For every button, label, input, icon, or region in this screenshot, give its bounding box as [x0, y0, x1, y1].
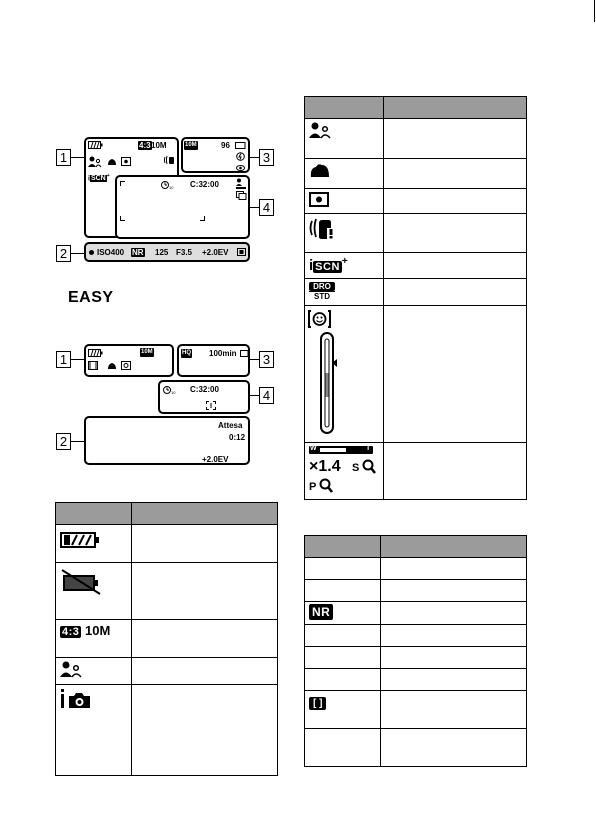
metering-spot-icon [309, 192, 329, 207]
image-size-badge: 10M [141, 349, 153, 355]
battery-empty-icon [60, 568, 106, 596]
svg-text:10: 10 [169, 185, 174, 190]
exposure-value: +2.0EV [202, 455, 229, 464]
self-timer-icon [162, 385, 174, 397]
exposure-value: +2.0EV [202, 248, 229, 257]
shutter-speed: 125 [155, 248, 169, 257]
flash-mode-icon [236, 152, 245, 163]
table-row [56, 563, 132, 620]
table-row [305, 159, 384, 189]
table-row [305, 189, 384, 214]
focus-icon [206, 401, 216, 412]
easy-mode-label: EASY [68, 289, 114, 306]
bottom-reference-table [304, 535, 527, 767]
status-label: Attesa [218, 421, 243, 430]
movie-quality-badge: HQ [182, 350, 191, 356]
self-timer-icon [160, 180, 172, 192]
face-detection-icon [309, 122, 331, 139]
table-row [305, 691, 381, 729]
table-row [305, 602, 381, 625]
table-row [56, 525, 132, 563]
smile-shutter-icon [309, 309, 369, 436]
face-detection-icon [60, 661, 82, 678]
callout-2: 2 [56, 433, 71, 450]
battery-full-icon [88, 349, 103, 359]
metering-icon [121, 361, 131, 372]
nr-icon: NR [309, 604, 333, 620]
battery-full-icon [60, 530, 102, 550]
aperture-value: F3.5 [176, 248, 193, 257]
table-row [56, 685, 132, 776]
recording-time: C:32:00 [190, 385, 219, 394]
right-reference-table [304, 96, 527, 500]
scene-recognition-icon: iSCN+ [88, 173, 110, 183]
memory-card-icon [240, 349, 249, 359]
left-reference-table [55, 502, 278, 776]
recording-time: C:32:00 [190, 180, 219, 189]
camera-shake-warning-icon [164, 155, 176, 167]
table-row [305, 729, 381, 767]
remaining-time: 100min [209, 349, 237, 358]
camera-shake-warning-icon [309, 217, 337, 241]
table-row [305, 625, 381, 647]
table-row: 4:3 10M [56, 620, 132, 658]
face-detection-small-icon [236, 178, 247, 191]
intelligent-auto-icon [60, 688, 100, 710]
memory-card-icon [235, 141, 246, 151]
macro-icon [107, 362, 117, 372]
table-row [305, 214, 384, 253]
red-eye-icon [236, 163, 245, 173]
image-size-label: 10M [151, 141, 167, 150]
dro-icon: DRO STD [309, 282, 335, 301]
iso-value: ISO400 [97, 248, 125, 257]
callout-3: 3 [259, 351, 274, 368]
battery-full-icon [88, 141, 103, 151]
remaining-count: 96 [221, 141, 230, 150]
zoom-icon: W T ×1.4 S P [309, 446, 379, 496]
table-row [305, 580, 381, 602]
macro-icon [107, 158, 117, 168]
af-frame-icon: [ ] [309, 697, 326, 710]
image-quality-badge: 10M [185, 142, 197, 148]
table-row [305, 669, 381, 691]
panel-4 [115, 175, 250, 239]
callout-3: 3 [259, 149, 274, 166]
table-row [305, 443, 384, 500]
callout-4: 4 [259, 387, 274, 404]
callout-4: 4 [259, 199, 274, 216]
burst-icon [236, 191, 247, 202]
page-edge-marker [594, 0, 595, 22]
table-row [305, 647, 381, 669]
record-dot-icon [88, 248, 95, 258]
film-icon [88, 361, 98, 372]
table-row [305, 119, 384, 159]
macro-icon [309, 162, 331, 178]
table-row [305, 306, 384, 443]
scene-recognition-icon: i SCN + [309, 256, 348, 274]
svg-text:10: 10 [171, 390, 176, 395]
table-row [56, 658, 132, 685]
callout-1: 1 [56, 351, 71, 368]
elapsed-time: 0:12 [229, 433, 246, 442]
callout-1: 1 [56, 149, 71, 166]
focus-frame-icon [237, 248, 246, 258]
aspect-ratio-badge: 4:3 [139, 141, 151, 150]
table-row [305, 253, 384, 279]
metering-spot-icon [121, 157, 131, 168]
table-row [305, 558, 381, 580]
nr-badge: NR [132, 248, 144, 257]
face-detection-icon [88, 156, 102, 170]
table-row [305, 279, 384, 306]
callout-2: 2 [56, 245, 71, 262]
